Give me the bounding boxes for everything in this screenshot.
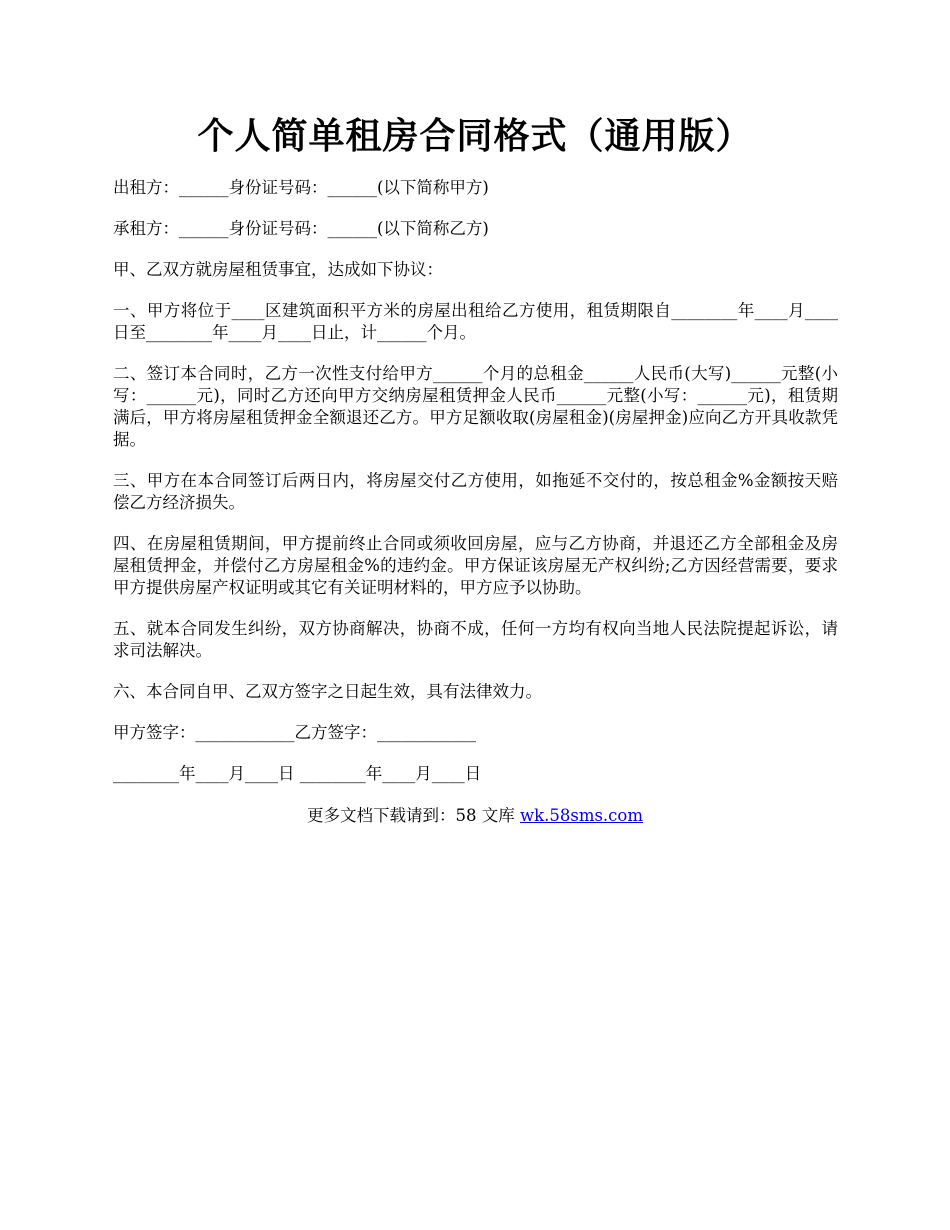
clause-6: 六、本合同自甲、乙双方签字之日起生效，具有法律效力。: [113, 682, 542, 701]
footer-text: 更多文档下载请到：58 文库: [306, 806, 520, 825]
clause-4: 四、在房屋租赁期间，甲方提前终止合同或须收回房屋，应与乙方协商，并退还乙方全部租金及房屋租赁押金，并偿付乙方房屋租金%的违约金。甲方保证该房屋无产权纠纷;乙方因经营需要，要求甲方提供房屋产权证明或其它有关证明材料的，甲方应予以协助。: [113, 534, 838, 597]
document-title: 个人简单租房合同格式（通用版）: [197, 115, 753, 157]
document-body: [113, 177, 838, 804]
clause-5: 五、就本合同发生纠纷，双方协商解决，协商不成，任何一方均有权向当地人民法院提起诉讼，请求司法解决。: [113, 619, 838, 660]
footer-link[interactable]: wk.58sms.com: [519, 806, 643, 825]
clause-1: 一、甲方将位于____区建筑面积平方米的房屋出租给乙方使用，租赁期限自________年____月____日至________年____月____日止，计______个月。: [113, 301, 838, 342]
clause-3: 三、甲方在本合同签订后两日内，将房屋交付乙方使用，如拖延不交付的，按总租金%金额按天赔偿乙方经济损失。: [113, 471, 838, 512]
clause-2: 二、签订本合同时，乙方一次性支付给甲方______个月的总租金______人民币(大写)______元整(小写：______元)，同时乙方还向甲方交纳房屋租赁押金人民币______元整(小写：______元)，租赁期满后，甲方将房屋租赁押金全额退还乙方。甲方足额收取(房屋租金)(房屋押金)应向乙方开具收款凭据。: [113, 364, 838, 449]
signature-line: 甲方签字：____________乙方签字：____________: [113, 723, 476, 742]
date-line: ________年____月____日 ________年____月____日: [113, 764, 482, 783]
agreement-intro: 甲、乙双方就房屋租赁事宜，达成如下协议：: [113, 260, 443, 279]
lessor-line: 出租方：______身份证号码：______(以下简称甲方): [113, 178, 489, 197]
lessee-line: 承租方：______身份证号码：______(以下简称乙方): [113, 219, 489, 238]
document-footer: [0, 805, 950, 827]
